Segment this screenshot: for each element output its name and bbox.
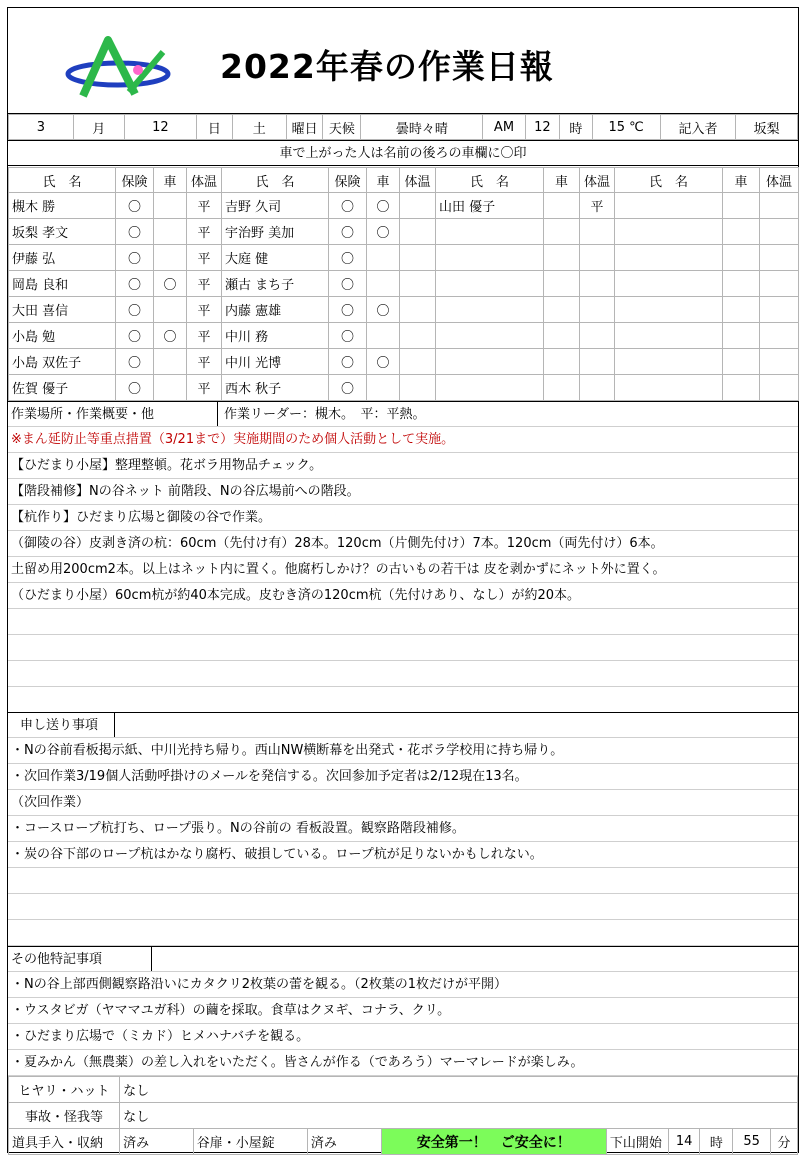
safety-banner: 安全第一！ ご安全に！: [381, 1129, 606, 1155]
work-line: 土留め用200cm2本。以上はネット内に置く。他腐朽しかけ？の古いもの若干は 皮を剥かずにネット外に置く。: [8, 557, 798, 583]
weekday-value: 土: [232, 115, 286, 140]
car-cell: [154, 245, 187, 271]
car-cell: 〇: [367, 349, 400, 375]
hiyari-value: なし: [120, 1077, 798, 1103]
temp-cell: [400, 297, 436, 323]
car-cell: [154, 193, 187, 219]
weekday-label: 曜日: [286, 115, 323, 140]
descent-label: 下山開始: [606, 1129, 668, 1155]
handover-line: （次回作業）: [8, 790, 798, 816]
header-car-1: 車: [154, 168, 187, 193]
table-row: [9, 375, 799, 401]
report-sheet: [7, 7, 799, 1153]
work-label: 作業場所・作業概要・他: [8, 402, 218, 427]
temperature-value: 15 ℃: [592, 115, 660, 140]
temp-cell: [400, 349, 436, 375]
handover-line: ・コースロープ杭打ち、ロープ張り。Nの谷前の 看板設置。観察路階段補修。: [8, 816, 798, 842]
car-cell: [154, 297, 187, 323]
special-label-row: [8, 946, 798, 972]
special-line: ・夏みかん（無農薬）の差し入れをいただく。皆さんが作る（であろう）マーマレードが楽しみ。: [8, 1050, 798, 1076]
car-cell: [723, 219, 760, 245]
work-line: [8, 687, 798, 713]
day-value: 12: [124, 115, 196, 140]
insurance-cell: 〇: [329, 245, 367, 271]
temp-cell: 平: [187, 271, 222, 297]
name-cell: [615, 349, 723, 375]
insurance-cell: 〇: [116, 271, 154, 297]
temp-cell: 平: [187, 323, 222, 349]
header-name-2: 氏 名: [222, 168, 329, 193]
handover-line: [8, 894, 798, 920]
report-header: [8, 8, 798, 114]
insurance-cell: 〇: [116, 323, 154, 349]
date-row: [8, 114, 798, 140]
temp-cell: 平: [187, 375, 222, 401]
name-cell: 岡島 良和: [9, 271, 116, 297]
car-cell: [544, 297, 580, 323]
header-car-4: 車: [723, 168, 760, 193]
table-row: [9, 297, 799, 323]
header-car-3: 車: [544, 168, 580, 193]
insurance-cell: 〇: [329, 219, 367, 245]
car-cell: [544, 271, 580, 297]
insurance-cell: 〇: [329, 297, 367, 323]
temp-cell: [400, 245, 436, 271]
name-cell: 宇治野 美加: [222, 219, 329, 245]
descent-hour: 14: [669, 1129, 700, 1155]
month-label: 月: [73, 115, 124, 140]
name-cell: 西木 秋子: [222, 375, 329, 401]
header-temp-1: 体温: [187, 168, 222, 193]
accident-value: なし: [120, 1103, 798, 1129]
door-value: 済み: [307, 1129, 381, 1155]
insurance-cell: 〇: [116, 297, 154, 323]
name-cell: 槻木 勝: [9, 193, 116, 219]
name-cell: [615, 193, 723, 219]
work-line: （ひだまり小屋）60cm杭が約40本完成。皮むき済の120cm杭（先付けあり、なし）が約20本。: [8, 583, 798, 609]
name-cell: 内藤 憲雄: [222, 297, 329, 323]
work-line: [8, 661, 798, 687]
temp-cell: 平: [187, 193, 222, 219]
header-insurance-2: 保険: [329, 168, 367, 193]
tools-label: 道具手入・収納: [9, 1129, 120, 1155]
header-car-2: 車: [367, 168, 400, 193]
name-cell: [615, 323, 723, 349]
descent-minute-label: 分: [770, 1129, 797, 1155]
work-label-row: [8, 401, 798, 427]
temp-cell: [580, 375, 615, 401]
name-cell: 中川 務: [222, 323, 329, 349]
recorder-label: 記入者: [660, 115, 736, 140]
temp-cell: [760, 271, 799, 297]
temp-cell: [400, 193, 436, 219]
accident-label: 事故・怪我等: [9, 1103, 120, 1129]
work-line: [8, 609, 798, 635]
special-line: ・Nの谷上部西側観察路沿いにカタクリ2枚葉の蕾を観る。（2枚葉の1枚だけが平開）: [8, 972, 798, 998]
work-line: 【階段補修】Nの谷ネット 前階段、Nの谷広場前への階段。: [8, 479, 798, 505]
name-cell: 小島 双佐子: [9, 349, 116, 375]
temp-cell: [760, 349, 799, 375]
month-value: 3: [9, 115, 74, 140]
temp-cell: [760, 297, 799, 323]
hour-label: 時: [560, 115, 592, 140]
special-line: ・ウスタビガ（ヤママユガ科）の繭を採取。食草はクヌギ、コナラ、クリ。: [8, 998, 798, 1024]
day-label: 日: [197, 115, 233, 140]
descent-minute: 55: [733, 1129, 770, 1155]
temp-cell: [580, 245, 615, 271]
temp-cell: [400, 323, 436, 349]
recorder-value: 坂梨: [736, 115, 798, 140]
insurance-cell: 〇: [116, 349, 154, 375]
temp-cell: [760, 219, 799, 245]
hour-value: 12: [525, 115, 560, 140]
weather-label: 天候: [323, 115, 361, 140]
temp-cell: 平: [187, 245, 222, 271]
temp-cell: [580, 271, 615, 297]
name-cell: 伊藤 弘: [9, 245, 116, 271]
name-cell: 佐賀 優子: [9, 375, 116, 401]
header-temp-4: 体温: [760, 168, 799, 193]
header-name-4: 氏 名: [615, 168, 723, 193]
name-cell: 吉野 久司: [222, 193, 329, 219]
table-row: [9, 323, 799, 349]
special-label: その他特記事項: [8, 947, 152, 972]
work-line: 【杭作り】ひだまり広場と御陵の谷で作業。: [8, 505, 798, 531]
special-line: ・ひだまり広場で（ミカド）ヒメハナバチを観る。: [8, 1024, 798, 1050]
car-note: 車で上がった人は名前の後ろの車欄に〇印: [8, 140, 798, 166]
logo-icon: [63, 36, 173, 102]
header-temp-2: 体温: [400, 168, 436, 193]
car-cell: [544, 193, 580, 219]
work-leader: 作業リーダー：槻木。 平：平熱。: [224, 407, 426, 422]
temp-cell: [760, 323, 799, 349]
temp-cell: [580, 323, 615, 349]
weather-value: 曇時々晴: [361, 115, 483, 140]
temp-cell: [400, 271, 436, 297]
name-cell: [615, 219, 723, 245]
name-cell: [436, 297, 544, 323]
temp-cell: 平: [187, 297, 222, 323]
temp-cell: [400, 219, 436, 245]
hiyari-label: ヒヤリ・ハット: [9, 1077, 120, 1103]
insurance-cell: 〇: [329, 323, 367, 349]
handover-line: ・Nの谷前看板掲示紙、中川光持ち帰り。西山NW横断幕を出発式・花ボラ学校用に持ち帰り。: [8, 738, 798, 764]
name-cell: [615, 375, 723, 401]
car-cell: [723, 271, 760, 297]
table-row: [9, 193, 799, 219]
header-name-3: 氏 名: [436, 168, 544, 193]
temp-cell: [400, 375, 436, 401]
handover-label: 申し送り事項: [8, 713, 115, 738]
name-cell: 大田 喜信: [9, 297, 116, 323]
car-cell: [723, 323, 760, 349]
car-cell: [723, 193, 760, 219]
name-cell: [615, 245, 723, 271]
insurance-cell: 〇: [329, 349, 367, 375]
name-cell: [436, 219, 544, 245]
name-cell: [436, 271, 544, 297]
handover-line: [8, 868, 798, 894]
car-cell: [367, 271, 400, 297]
temp-cell: [760, 245, 799, 271]
table-row: [9, 271, 799, 297]
insurance-cell: 〇: [329, 193, 367, 219]
footer-table: [8, 1076, 798, 1155]
temp-cell: [580, 349, 615, 375]
name-cell: [436, 323, 544, 349]
car-cell: [544, 375, 580, 401]
insurance-cell: 〇: [329, 271, 367, 297]
temp-cell: [580, 219, 615, 245]
temp-cell: 平: [580, 193, 615, 219]
name-cell: [615, 271, 723, 297]
car-cell: [367, 323, 400, 349]
car-cell: 〇: [367, 193, 400, 219]
table-row: [9, 219, 799, 245]
car-cell: [367, 375, 400, 401]
car-cell: 〇: [367, 297, 400, 323]
insurance-cell: 〇: [116, 245, 154, 271]
car-cell: [544, 323, 580, 349]
page-title: 2022年春の作業日報: [220, 47, 554, 86]
ampm-value: AM: [483, 115, 525, 140]
work-line: 【ひだまり小屋】整理整頓。花ボラ用物品チェック。: [8, 453, 798, 479]
handover-line: ・炭の谷下部のロープ杭はかなり腐朽、破損している。ロープ杭が足りないかもしれない。: [8, 842, 798, 868]
table-row: [9, 349, 799, 375]
name-cell: [615, 297, 723, 323]
work-line: ※まん延防止等重点措置（3/21まで）実施期間のため個人活動として実施。: [8, 427, 798, 453]
insurance-cell: 〇: [116, 193, 154, 219]
name-cell: 小島 勉: [9, 323, 116, 349]
car-cell: 〇: [367, 219, 400, 245]
car-cell: [544, 349, 580, 375]
car-cell: [154, 375, 187, 401]
header-name-1: 氏 名: [9, 168, 116, 193]
car-cell: [544, 219, 580, 245]
header-insurance-1: 保険: [116, 168, 154, 193]
door-label: 谷扉・小屋錠: [193, 1129, 307, 1155]
descent-hour-label: 時: [700, 1129, 733, 1155]
car-cell: [723, 349, 760, 375]
car-cell: [723, 375, 760, 401]
car-cell: 〇: [154, 323, 187, 349]
name-cell: 中川 光博: [222, 349, 329, 375]
handover-line: [8, 920, 798, 946]
car-cell: [154, 219, 187, 245]
handover-label-row: [8, 712, 798, 738]
temp-cell: [760, 375, 799, 401]
temp-cell: 平: [187, 349, 222, 375]
temp-cell: [760, 193, 799, 219]
car-cell: 〇: [154, 271, 187, 297]
table-row: [9, 245, 799, 271]
name-cell: 山田 優子: [436, 193, 544, 219]
name-cell: 坂梨 孝文: [9, 219, 116, 245]
car-cell: [723, 297, 760, 323]
temp-cell: [580, 297, 615, 323]
car-cell: [723, 245, 760, 271]
name-cell: 瀬古 まち子: [222, 271, 329, 297]
insurance-cell: 〇: [116, 375, 154, 401]
handover-line: ・次回作業3/19個人活動呼掛けのメールを発信する。次回参加予定者は2/12現在13名。: [8, 764, 798, 790]
name-cell: [436, 349, 544, 375]
attendance-header-row: [9, 168, 799, 193]
name-cell: [436, 375, 544, 401]
header-temp-3: 体温: [580, 168, 615, 193]
insurance-cell: 〇: [116, 219, 154, 245]
name-cell: [436, 245, 544, 271]
attendance-table: [8, 167, 799, 401]
car-cell: [154, 349, 187, 375]
work-line: （御陵の谷）皮剥き済の杭：60cm（先付け有）28本。120cm（片側先付け）7本。120cm（両先付け）6本。: [8, 531, 798, 557]
temp-cell: 平: [187, 219, 222, 245]
car-cell: [367, 245, 400, 271]
tools-value: 済み: [120, 1129, 194, 1155]
car-cell: [544, 245, 580, 271]
name-cell: 大庭 健: [222, 245, 329, 271]
insurance-cell: 〇: [329, 375, 367, 401]
work-line: [8, 635, 798, 661]
